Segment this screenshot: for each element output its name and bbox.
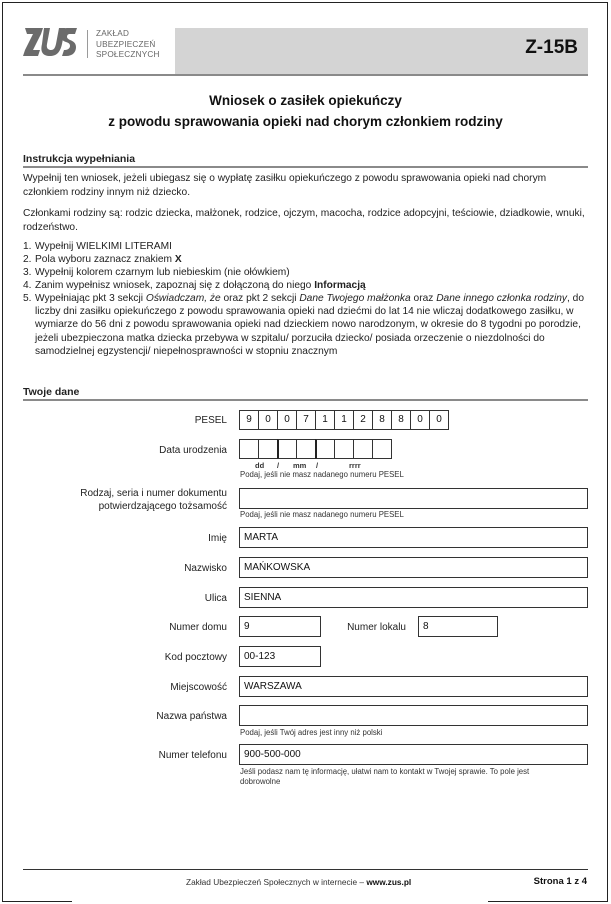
- instructions-paragraph-2: Członkami rodziny są: rodzic dziecka, małżonek, rodzice, ojczym, macocha, rodzice adopcyjni, teściowie, dziadkowie, wnuki, rodzeństwo.: [23, 208, 585, 233]
- page-border-bottom-left: [2, 901, 72, 902]
- instruction-item-5: [23, 292, 591, 358]
- item-italic-text: Dane Twojego małżonka: [299, 293, 411, 304]
- postal-code-input[interactable]: 00-123: [239, 646, 321, 667]
- instructions-divider: [23, 166, 588, 168]
- pesel-digit[interactable]: 8: [391, 410, 411, 430]
- item-italic-text: Dane innego członka rodziny: [436, 293, 568, 304]
- id-document-label-line-1: Rodzaj, seria i numer dokumentu: [80, 488, 227, 499]
- house-number-input[interactable]: 9: [239, 616, 321, 637]
- street-input[interactable]: SIENNA: [239, 587, 588, 608]
- item-bold-text: X: [174, 254, 182, 265]
- date-separator: /: [316, 461, 319, 470]
- instructions-heading: Instrukcja wypełniania: [23, 153, 136, 165]
- postal-code-label: Kod pocztowy: [164, 652, 227, 663]
- pesel-digit[interactable]: 0: [429, 410, 449, 430]
- logo-separator: [87, 30, 88, 58]
- instruction-item-3: [23, 266, 591, 279]
- org-name-line-1: ZAKŁAD: [96, 29, 130, 38]
- phone-label: Numer telefonu: [158, 750, 227, 761]
- item-italic-text: Oświadczam, że: [145, 293, 221, 304]
- item-number: 4.: [23, 280, 32, 291]
- pesel-field[interactable]: [239, 410, 449, 430]
- footer-caption: Zakład Ubezpieczeń Społecznych w internecie –: [186, 877, 367, 887]
- item-number: 1.: [23, 241, 32, 252]
- birth-date-year-4[interactable]: [372, 439, 392, 459]
- org-name-line-3: SPOŁECZNYCH: [96, 50, 160, 59]
- house-number-label: Numer domu: [169, 622, 227, 633]
- last-name-input[interactable]: MAŃKOWSKA: [239, 557, 588, 578]
- personal-data-divider: [23, 399, 588, 401]
- item-text: Wypełniając pkt 3 sekcji: [35, 293, 146, 304]
- apartment-number-input[interactable]: 8: [418, 616, 498, 637]
- birth-date-day-1[interactable]: [239, 439, 259, 459]
- pesel-digit[interactable]: 1: [334, 410, 354, 430]
- item-number: 5.: [23, 293, 32, 304]
- org-name-line-2: UBEZPIECZEŃ: [96, 39, 156, 49]
- personal-data-heading: Twoje dane: [23, 386, 80, 398]
- org-name: [96, 29, 160, 61]
- birth-date-field[interactable]: [239, 439, 392, 459]
- form-code-bar: [175, 28, 588, 74]
- birth-date-month-2[interactable]: [296, 439, 316, 459]
- footer-text: [186, 877, 411, 887]
- footer-website-link[interactable]: www.zus.pl: [366, 877, 412, 887]
- footer-divider: [23, 869, 588, 870]
- pesel-digit[interactable]: 8: [372, 410, 392, 430]
- day-format-label: dd: [255, 461, 265, 470]
- page-number: Strona 1 z 4: [533, 876, 587, 887]
- instruction-item-4: [23, 279, 591, 292]
- id-document-input[interactable]: [239, 488, 588, 509]
- document-title-line-1: Wniosek o zasiłek opiekuńczy: [209, 93, 402, 108]
- last-name-label: Nazwisko: [184, 563, 227, 574]
- pesel-digit[interactable]: 0: [277, 410, 297, 430]
- item-text: Pola wyboru zaznacz znakiem: [35, 254, 175, 265]
- year-format-label: rrrr: [349, 461, 361, 470]
- instruction-item-2: [23, 253, 591, 266]
- country-hint: Podaj, jeśli Twój adres jest inny niż polski: [240, 728, 383, 737]
- item-text: , do liczby dni zasiłku opiekuńczego z powodu sprawowania opieki nad dziećmi do lat 14 nie wliczaj dodatkowego zasiłku, w wymiarze do 56 dni z powodu sprawowania opieki nad dzieckiem nowo narodzonym, w okresie do 8 tygodni po porodzie, jeżeli ubezpieczona matka dziecka przebywa w szpitalu/ porzuciła dziecko/ posiada orzeczenie o niezdolności do samodzielnej egzystencji/ niepełnosprawności w stopniu znacznym: [35, 293, 585, 357]
- street-label: Ulica: [204, 593, 227, 604]
- birth-date-label: Data urodzenia: [159, 445, 227, 456]
- item-text: Wypełnij WIELKIMI LITERAMI: [35, 241, 172, 252]
- country-input[interactable]: [239, 705, 588, 726]
- birth-date-year-3[interactable]: [353, 439, 373, 459]
- country-label: Nazwa państwa: [156, 711, 227, 722]
- instructions-paragraph-1: Wypełnij ten wniosek, jeżeli ubiegasz się o wypłatę zasiłku opiekuńczego z powodu sprawowania opieki nad chorym członkiem rodziny innym niż dziecko.: [23, 173, 547, 198]
- birth-date-hint: Podaj, jeśli nie masz nadanego numeru PESEL: [240, 470, 404, 479]
- pesel-digit[interactable]: 9: [239, 410, 259, 430]
- birth-date-month-1[interactable]: [277, 439, 297, 459]
- item-text: Wypełnij kolorem czarnym lub niebieskim (nie ołówkiem): [35, 267, 290, 278]
- item-text: oraz: [410, 293, 437, 304]
- id-document-label-line-2: potwierdzającego tożsamość: [98, 501, 227, 512]
- zus-logo-icon: [23, 26, 77, 58]
- phone-input[interactable]: 900-500-000: [239, 744, 588, 765]
- pesel-digit[interactable]: 0: [410, 410, 430, 430]
- phone-hint: Jeśli podasz nam tę informację, ułatwi nam to kontakt w Twojej sprawie. To pole jest dobrowolne: [240, 767, 530, 786]
- item-bold-text: Informacją: [314, 280, 366, 291]
- month-format-label: mm: [293, 461, 307, 470]
- pesel-label: PESEL: [194, 415, 227, 426]
- id-document-hint: Podaj, jeśli nie masz nadanego numeru PESEL: [240, 510, 404, 519]
- item-text: oraz pkt 2 sekcji: [220, 293, 300, 304]
- birth-date-day-2[interactable]: [258, 439, 278, 459]
- item-text: Zanim wypełnisz wniosek, zapoznaj się z dołączoną do niego: [35, 280, 315, 291]
- form-code: Z-15B: [525, 37, 578, 58]
- birth-date-year-2[interactable]: [334, 439, 354, 459]
- first-name-label: Imię: [208, 533, 227, 544]
- city-input[interactable]: WARSZAWA: [239, 676, 588, 697]
- pesel-digit[interactable]: 7: [296, 410, 316, 430]
- first-name-input[interactable]: MARTA: [239, 527, 588, 548]
- pesel-digit[interactable]: 1: [315, 410, 335, 430]
- birth-date-year-1[interactable]: [315, 439, 335, 459]
- date-separator: /: [277, 461, 280, 470]
- header-divider: [23, 74, 588, 76]
- item-number: 2.: [23, 254, 32, 265]
- city-label: Miejscowość: [170, 682, 227, 693]
- instructions-list: [23, 240, 591, 358]
- page-border-bottom-right: [488, 901, 608, 902]
- apartment-number-label: Numer lokalu: [347, 622, 406, 633]
- pesel-digit[interactable]: 0: [258, 410, 278, 430]
- document-title-line-2: z powodu sprawowania opieki nad chorym członkiem rodziny: [108, 114, 503, 129]
- pesel-digit[interactable]: 2: [353, 410, 373, 430]
- id-document-label: [80, 487, 227, 513]
- item-number: 3.: [23, 267, 32, 278]
- instruction-item-1: [23, 240, 591, 253]
